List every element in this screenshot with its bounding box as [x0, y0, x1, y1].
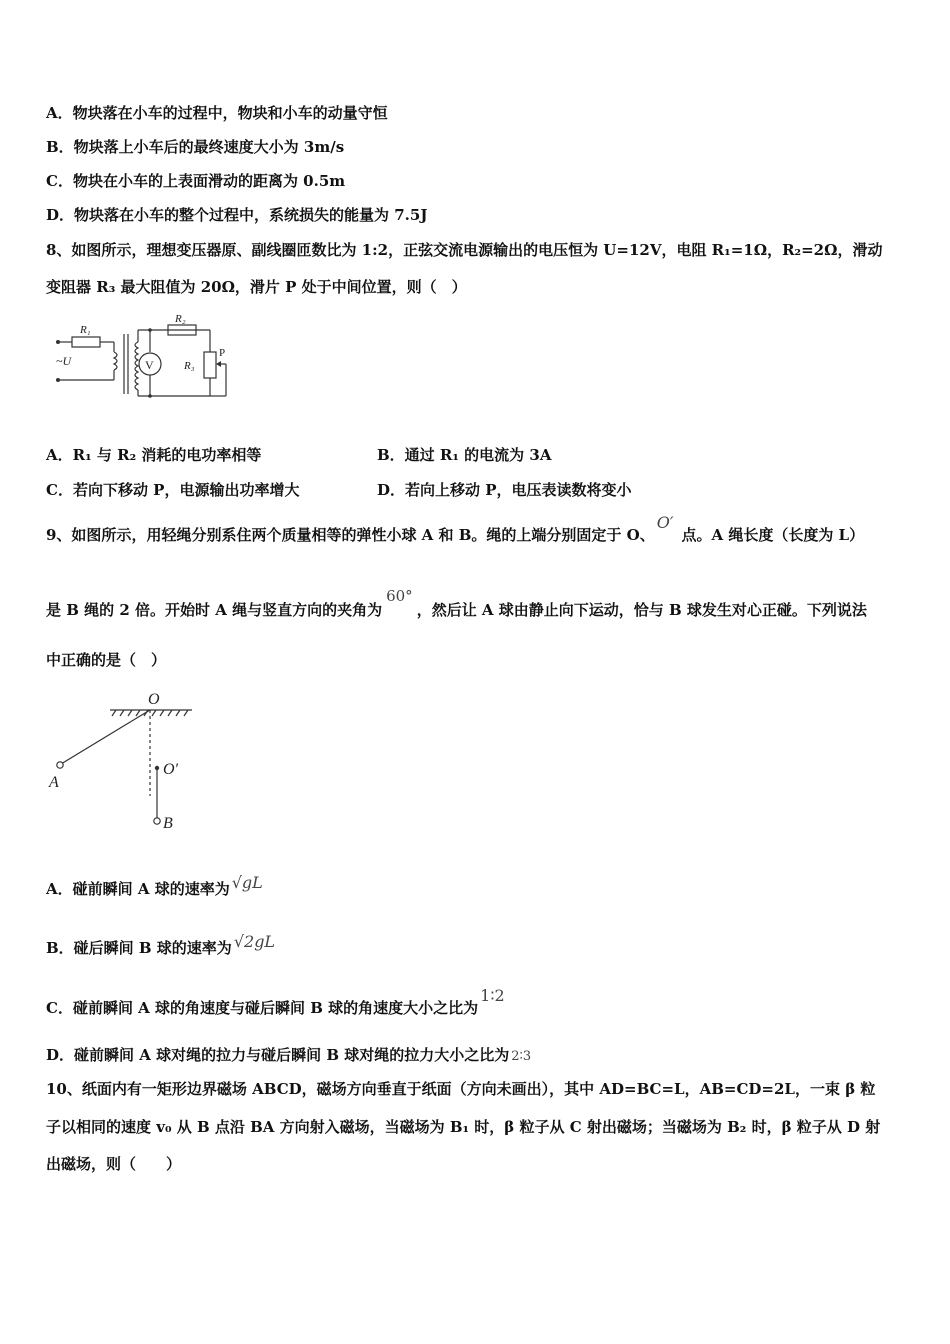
angle-symbol: 60° [386, 587, 413, 605]
o-prime-symbol: O′ [656, 513, 674, 532]
q10-stem-line1: 10、纸面内有一矩形边界磁场 ABCD，磁场方向垂直于纸面（方向未画出），其中 AD=BC=L，AB=CD=2L，一束 β 粒 [46, 1080, 876, 1098]
q8-stem-line2: 变阻器 R₃ 最大阻值为 20Ω，滑片 P 处于中间位置，则（ ） [46, 278, 467, 296]
q9-option-d-text: D．碰前瞬间 A 球对绳的拉力与碰后瞬间 B 球对绳的拉力大小之比为 [46, 1046, 510, 1064]
q8-option-a: A．R₁ 与 R₂ 消耗的电功率相等 [46, 446, 262, 464]
q8-stem-line1: 8、如图所示，理想变压器原、副线圈匝数比为 1:2，正弦交流电源输出的电压恒为 U=12V，电阻 R₁=1Ω，R₂=2Ω，滑动 [46, 241, 883, 259]
q9-stem-line1-b: 点。A 绳长度（长度为 L） [681, 526, 865, 544]
q9-option-b [46, 932, 276, 958]
q7-option-c: C．物块在小车的上表面滑动的距离为 0.5m [46, 172, 346, 190]
q7-option-b: B．物块落上小车后的最终速度大小为 3m/s [46, 138, 345, 156]
ball-b-label: B [163, 815, 173, 832]
q10-stem-line2: 子以相同的速度 v₀ 从 B 点沿 BA 方向射入磁场，当磁场为 B₁ 时，β 粒子从 C 射出磁场；当磁场为 B₂ 时，β 粒子从 D 射 [46, 1118, 881, 1136]
source-label: ~U [56, 354, 72, 368]
slider-p-label: P [219, 347, 226, 359]
q9-option-b-math: √2gL [233, 932, 276, 951]
q8-option-b: B．通过 R₁ 的电流为 3A [377, 446, 552, 464]
q9-stem-line2-b: ，然后让 A 球由静止向下运动，恰与 B 球发生对心正碰。下列说法 [416, 601, 867, 619]
ball-a-label: A [49, 774, 59, 791]
q9-option-d-math: 2∶3 [511, 1049, 532, 1064]
q9-option-a-math: √gL [231, 873, 263, 892]
voltmeter-label: V [145, 358, 154, 372]
q9-option-c-math: 1∶2 [480, 986, 505, 1005]
q8-option-c: C．若向下移动 P，电源输出功率增大 [46, 481, 300, 499]
q8-circuit-figure [50, 312, 240, 404]
q9-stem-line1-a: 9、如图所示，用轻绳分别系住两个质量相等的弹性小球 A 和 B。绳的上端分别固定于 O、 [46, 526, 655, 544]
q9-option-c [46, 986, 505, 1018]
r3-label: R₃ [184, 360, 195, 372]
r1-label: R₁ [80, 324, 91, 336]
q9-option-d [46, 1044, 531, 1065]
q7-option-d: D．物块落在小车的整个过程中，系统损失的能量为 7.5J [46, 206, 428, 224]
q9-stem-line2 [46, 587, 867, 620]
q9-option-a-text: A．碰前瞬间 A 球的速率为 [46, 880, 230, 898]
q9-stem-line3: 中正确的是（ ） [46, 651, 167, 669]
q8-option-d: D．若向上移动 P，电压表读数将变小 [377, 481, 632, 499]
r2-label: R₂ [175, 313, 186, 325]
q10-stem-line3: 出磁场，则（ ） [46, 1155, 182, 1173]
q9-stem-line2-a: 是 B 绳的 2 倍。开始时 A 绳与竖直方向的夹角为 [46, 601, 383, 619]
q9-option-c-text: C．碰前瞬间 A 球的角速度与碰后瞬间 B 球的角速度大小之比为 [46, 999, 479, 1017]
q9-option-b-text: B．碰后瞬间 B 球的速率为 [46, 939, 232, 957]
q7-option-a: A．物块落在小车的过程中，物块和小车的动量守恒 [46, 104, 388, 122]
o-prime-label: O′ [163, 761, 179, 778]
o-label: O [148, 691, 160, 708]
q9-pendulum-figure [44, 686, 204, 836]
q9-option-a [46, 873, 263, 899]
q9-stem-line1 [46, 513, 865, 545]
